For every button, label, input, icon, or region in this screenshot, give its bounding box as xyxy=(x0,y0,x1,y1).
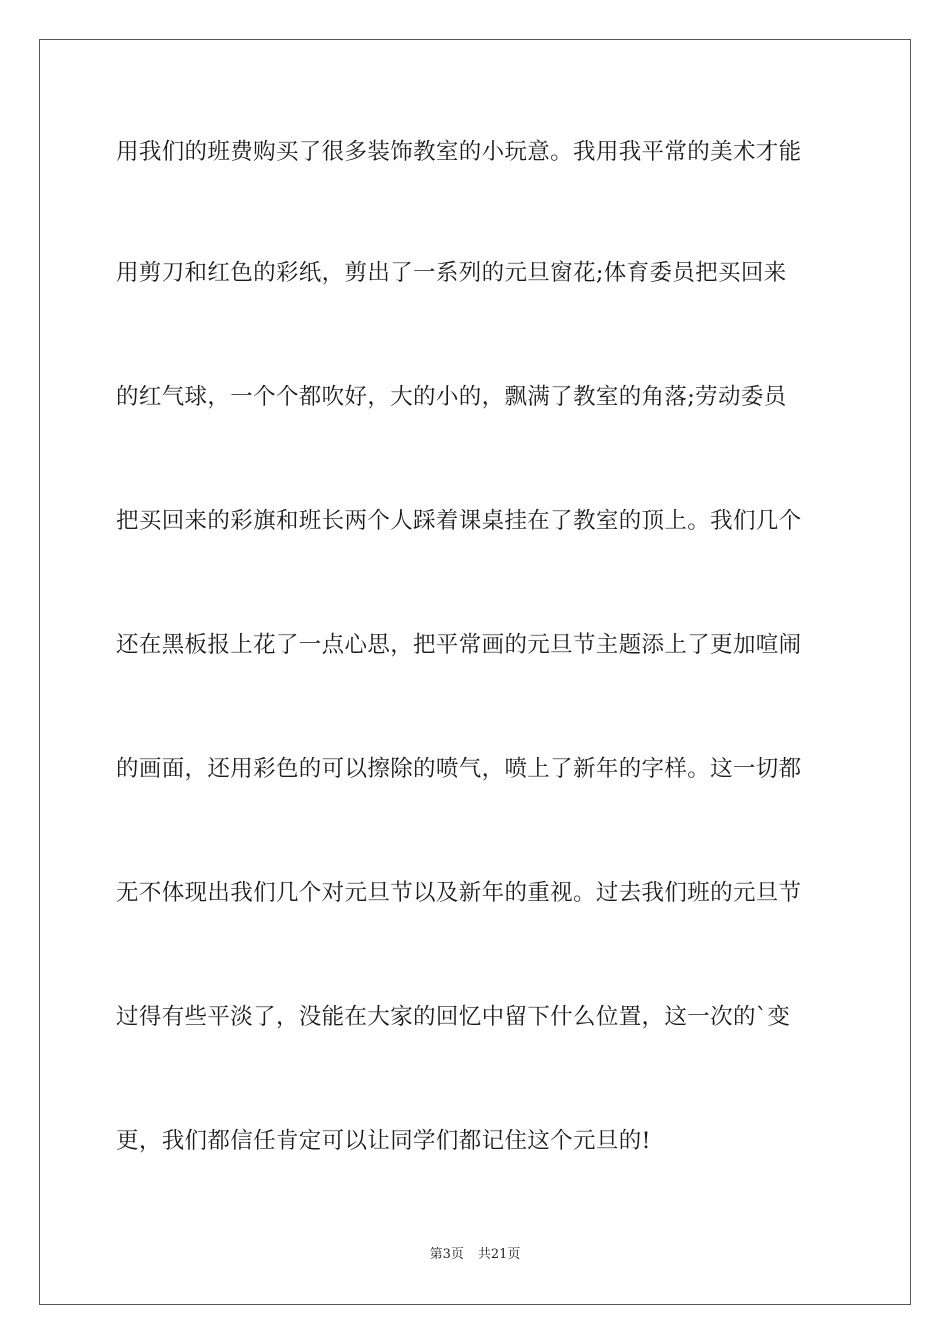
text-line: 用我们的班费购买了很多装饰教室的小玩意。我用我平常的美术才能 xyxy=(116,139,802,165)
text-line: 无不体现出我们几个对元旦节以及新年的重视。过去我们班的元旦节 xyxy=(116,880,802,906)
page-border xyxy=(39,39,911,1305)
text-line: 更，我们都信任肯定可以让同学们都记住这个元旦的! xyxy=(116,1128,651,1154)
text-line: 用剪刀和红色的彩纸，剪出了一系列的元旦窗花;体育委员把买回来 xyxy=(116,260,787,286)
page-total: 共21页 xyxy=(477,1247,521,1262)
page-number: 第3页 xyxy=(429,1247,464,1262)
text-line: 过得有些平淡了，没能在大家的回忆中留下什么位置，这一次的`变 xyxy=(116,1004,791,1030)
text-line: 的红气球，一个个都吹好，大的小的，飘满了教室的角落;劳动委员 xyxy=(116,384,787,410)
text-line: 的画面，还用彩色的可以擦除的喷气，喷上了新年的字样。这一切都 xyxy=(116,756,802,782)
text-line: 还在黑板报上花了一点心思，把平常画的元旦节主题添上了更加喧闹 xyxy=(116,632,802,658)
page-footer xyxy=(0,1246,950,1264)
text-line: 把买回来的彩旗和班长两个人踩着课桌挂在了教室的顶上。我们几个 xyxy=(116,508,802,534)
